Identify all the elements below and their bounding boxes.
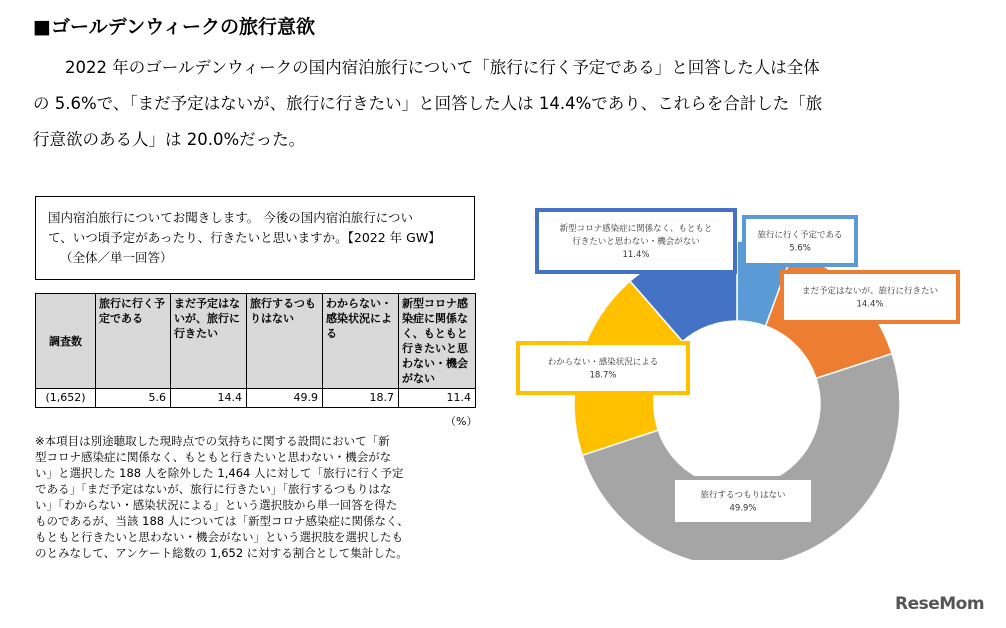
- data-label-category: 旅行するつもりはない: [700, 490, 786, 501]
- survey-results-table: [35, 293, 476, 408]
- table-column-header: まだ予定はないが、旅行に行きたい: [171, 294, 247, 389]
- data-label-value: 49.9%: [729, 503, 757, 514]
- summary-paragraph: [33, 50, 968, 158]
- footnote-line: い」と選択した 188 人を除外した 1,464 人に対して「旅行に行く予定: [35, 466, 404, 480]
- callout-box: [673, 478, 813, 524]
- data-label-value: 18.7%: [589, 370, 617, 381]
- footnote-line: のとみなして、アンケート総数の 1,652 に対する割合として集計した。: [35, 546, 408, 560]
- callout-box: [518, 343, 688, 393]
- table-row-header: 調査数: [36, 294, 96, 389]
- footnote-line: である」「まだ予定はないが、旅行に行きたい」「旅行するつもりはな: [35, 482, 392, 496]
- table-header-row: [36, 294, 476, 389]
- footnote-line: もともと行きたいと思わない・機会がない」という選択肢を選択したも: [35, 530, 403, 544]
- table-row: [36, 389, 476, 408]
- footnote-line: ものであるが、当該 188 人については「新型コロナ感染症に関係なく、: [35, 514, 409, 528]
- data-label-value: 14.4%: [856, 299, 884, 310]
- table-cell: 18.7: [323, 389, 399, 408]
- table-column-header: 旅行に行く予定である: [96, 294, 171, 389]
- table-column-header: 旅行するつもりはない: [247, 294, 323, 389]
- data-label-category: まだ予定はないが、旅行に行きたい: [801, 286, 939, 297]
- summary-line-3: 行意欲のある人」は 20.0%だった。: [33, 130, 306, 149]
- question-line-1: 国内宿泊旅行についてお聞きします。 今後の国内宿泊旅行につい: [48, 210, 413, 225]
- summary-line-1: 2022 年のゴールデンウィークの国内宿泊旅行について「旅行に行く予定である」と回答した人は全体: [65, 58, 820, 77]
- footnote-line: 型コロナ感染症に関係なく、もともと行きたいと思わない・機会がな: [35, 450, 392, 464]
- data-label-value: 11.4%: [622, 250, 650, 260]
- table-cell-count: (1,652): [36, 389, 96, 408]
- data-label-category: わからない・感染状況による: [547, 357, 659, 368]
- footnote-line: ※本項目は別途聴取した現時点での気持ちに関する設問において「新: [35, 434, 390, 448]
- table-column-header: わからない・感染状況による: [323, 294, 399, 389]
- callout-box: [782, 272, 958, 322]
- table-column-header: 新型コロナ感染症に関係なく、もともと行きたいと思わない・機会がない: [399, 294, 476, 389]
- footnote-line: い」「わからない・感染状況による」という選択肢から単一回答を得た: [35, 498, 398, 512]
- resemom-logo: ReseMom: [895, 594, 985, 614]
- data-label-category: 行きたいと思わない・機会がない: [572, 237, 700, 247]
- table-cell: 11.4: [399, 389, 476, 408]
- survey-question-box: [35, 196, 475, 280]
- section-heading: ■ゴールデンウィークの旅行意欲: [33, 16, 316, 38]
- data-label-category: 旅行に行く予定である: [757, 230, 843, 241]
- table-cell: 14.4: [171, 389, 247, 408]
- summary-line-2: の 5.6%で、「まだ予定はないが、旅行に行きたい」と回答した人は 14.4%であり、これらを合計した「旅: [33, 94, 823, 113]
- callout-box: [744, 217, 856, 265]
- question-line-2: て、いつ頃予定があったり、行きたいと思いますか。【2022 年 GW】: [48, 230, 441, 245]
- table-unit-label: （%）: [445, 415, 478, 428]
- question-line-3: （全体／単一回答）: [60, 250, 173, 265]
- table-cell: 5.6: [96, 389, 171, 408]
- data-label-value: 5.6%: [789, 243, 811, 254]
- data-label-category: 新型コロナ感染症に関係なく、もともと: [559, 224, 713, 234]
- table-cell: 49.9: [247, 389, 323, 408]
- donut-chart: [500, 180, 990, 560]
- footnote: [35, 433, 477, 561]
